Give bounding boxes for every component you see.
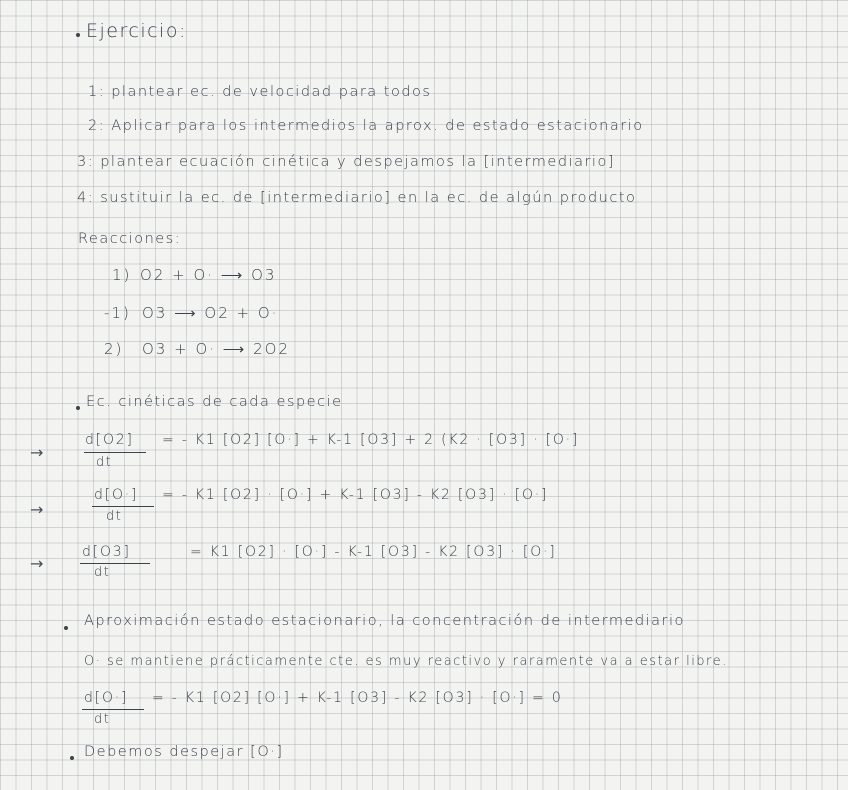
margin-arrow-1: → bbox=[30, 443, 44, 462]
reaction-3: O3 + O· ⟶ 2O2 bbox=[142, 340, 290, 358]
reactions-heading: Reacciones: bbox=[78, 231, 182, 247]
step-3: 3: plantear ecuación cinética y despejamos la [intermediario] bbox=[77, 154, 615, 170]
reaction-1-label: 1) bbox=[112, 266, 132, 284]
rate-eq-3-numerator: d[O3] bbox=[82, 544, 131, 560]
reaction-3-label: 2) bbox=[104, 340, 124, 358]
rate-eq-1-rhs: = - K1 [O2] [O·] + K-1 [O3] + 2 (K2 · [O3] · [O·] bbox=[162, 432, 580, 448]
ss-denominator: dt bbox=[94, 712, 111, 727]
ss-rhs: = - K1 [O2] [O·] + K-1 [O3] - K2 [O3] · [O·] = 0 bbox=[152, 690, 563, 706]
title-bullet bbox=[76, 33, 80, 37]
rate-eq-2-denominator: dt bbox=[106, 509, 123, 524]
step-4: 4: sustituir la ec. de [intermediario] en la ec. de algún producto bbox=[77, 190, 637, 206]
rate-eq-1-numerator: d[O2] bbox=[85, 432, 134, 448]
rate-eq-2-numerator: d[O·] bbox=[94, 487, 139, 503]
ss-numerator: d[O·] bbox=[84, 690, 129, 706]
approx-line-2: O· se mantiene prácticamente cte. es muy reactivo y raramente va a estar libre. bbox=[84, 654, 728, 669]
despejar-line: Debemos despejar [O·] bbox=[84, 744, 284, 760]
step-1: 1: plantear ec. de velocidad para todos bbox=[88, 84, 432, 100]
rate-eq-1-fraction-line bbox=[84, 452, 146, 453]
despejar-bullet bbox=[70, 756, 74, 760]
page-title: Ejercicio: bbox=[86, 20, 187, 42]
rate-eq-2-rhs: = - K1 [O2] · [O·] + K-1 [O3] - K2 [O3] · [O·] bbox=[162, 487, 549, 503]
margin-arrow-2: → bbox=[30, 500, 44, 519]
approx-bullet bbox=[64, 626, 68, 630]
reaction-2-label: -1) bbox=[104, 304, 131, 322]
rate-eq-2-fraction-line bbox=[92, 506, 154, 507]
reaction-1: O2 + O· ⟶ O3 bbox=[140, 266, 277, 284]
rate-eq-1-denominator: dt bbox=[96, 455, 113, 470]
rate-eq-3-denominator: dt bbox=[94, 565, 111, 580]
kinetics-bullet bbox=[76, 406, 80, 410]
rate-eq-3-rhs: = K1 [O2] · [O·] - K-1 [O3] - K2 [O3] · [O·] bbox=[190, 544, 557, 560]
step-2: 2: Aplicar para los intermedios la aprox. de estado estacionario bbox=[88, 118, 644, 134]
rate-eq-3-fraction-line bbox=[80, 563, 150, 564]
kinetics-heading: Ec. cinéticas de cada especie bbox=[86, 394, 343, 410]
ss-fraction-line bbox=[82, 709, 144, 710]
reaction-2: O3 ⟶ O2 + O· bbox=[142, 304, 279, 322]
approx-line: Aproximación estado estacionario, la concentración de intermediario bbox=[84, 613, 685, 629]
margin-arrow-3: → bbox=[30, 554, 44, 573]
